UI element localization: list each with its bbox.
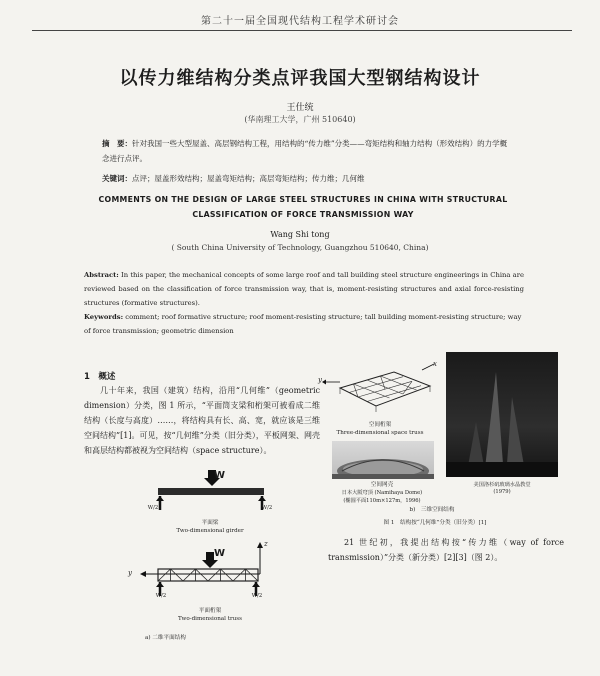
dome-caption-size: (椭圆平面110m×127m，1996) xyxy=(343,498,421,504)
affiliation-en: ( South China University of Technology, Guangzhou 510640, China) xyxy=(171,243,429,252)
dome-photo xyxy=(332,441,434,479)
truss-caption-cn: 平面桁架 xyxy=(198,608,222,614)
axis-y-label: y xyxy=(128,569,132,577)
truss-load-label: W xyxy=(214,548,226,559)
abstract-cn-text: 针对我国一些大型屋盖、高层钢结构工程，用结构的“传力维”分类——弯矩结构和轴力结构（形效结构）的力学概念进行点评。 xyxy=(102,139,508,163)
axis-z-label: z xyxy=(264,540,268,548)
author-en: Wang Shi tong xyxy=(270,230,330,239)
girder-load-label: W xyxy=(214,470,226,481)
truss-caption-en: Two-dimensional truss xyxy=(178,616,242,622)
affiliation-cn: (华南理工大学，广州 510640) xyxy=(244,115,356,124)
girder-beam xyxy=(158,488,264,495)
space-truss-caption-en: Three-dimensional space truss xyxy=(336,430,424,436)
paper-title-en: COMMENTS ON THE DESIGN OF LARGE STEEL STRUCTURES IN CHINA WITH STRUCTURAL CLASSIFICATION OF FORCE TRANSMISSION WAY xyxy=(98,195,508,219)
abstract-cn xyxy=(102,136,508,166)
abstract-en-label: Abstract: xyxy=(84,271,119,279)
truss-support-left-label: W/2 xyxy=(155,593,167,599)
truss-chord xyxy=(158,569,258,581)
keywords-en-text: comment; roof formative structure; roof moment-resisting structure; tall building moment-resisting structure; way of force transmission; geometric dimension xyxy=(84,313,522,335)
dome-caption-en: 日本大阪穹顶 (Namihaya Dome) xyxy=(341,490,423,496)
space-axis-x-label: x xyxy=(433,360,437,368)
keywords-cn-text: 点评；屋盖形效结构；屋盖弯矩结构；高层弯矩结构；传力维；几何维 xyxy=(132,174,365,183)
subfigure-b-label: b) 三维空间结构 xyxy=(409,507,455,513)
body-paragraph-left: 几十年来，我国（建筑）结构，沿用“几何维”（geometric dimension）分类，图 1 所示，“平面筒支梁和桁架可被看成二维结构（长度与高度）……，将结构具有长、高、宽，就应该是三维空间结构”[1]。可见，按“几何维”分类（旧分类），平板网架、网壳和高层结构都被视为空间结构（space structure）。 xyxy=(84,386,320,455)
abstract-cn-label: 摘 要： xyxy=(102,139,132,148)
abstract-en xyxy=(84,268,524,310)
cathedral-caption: 美国洛杉矶玻璃水晶教堂 xyxy=(473,482,531,488)
cathedral-year: (1979) xyxy=(493,489,511,495)
truss-web xyxy=(158,569,258,581)
space-truss-diagram xyxy=(322,360,442,420)
abstract-en-text: In this paper, the mechanical concepts of some large roof and tall building steel structure engineerings in China are reviewed based on the classification of force transmission way, that is, moment-resisting structures and axial force-resisting structures (formative structures). xyxy=(84,271,524,307)
girder-caption-en: Two-dimensional girder xyxy=(176,528,244,534)
section-heading: 1 概述 xyxy=(84,372,116,382)
author-cn: 王仕统 xyxy=(286,103,314,113)
keywords-cn-label: 关键词： xyxy=(102,174,132,183)
truss-support-right-label: W/2 xyxy=(251,593,263,599)
figure1-caption: 图 1 结构按“几何维”分类（旧分类）[1] xyxy=(383,520,487,526)
header-rule xyxy=(32,30,572,31)
space-truss-caption-cn: 空间桁架 xyxy=(368,422,392,428)
keywords-cn xyxy=(102,173,522,184)
running-header: 第二十一届全国现代结构工程学术研讨会 xyxy=(201,16,399,27)
girder-caption-cn: 平面梁 xyxy=(201,520,219,526)
cathedral-photo xyxy=(446,352,558,477)
space-axis-y-label: y xyxy=(318,376,322,384)
paper-title-cn: 以传力维结构分类点评我国大型钢结构设计 xyxy=(119,68,481,89)
girder-support-right-label: W/2 xyxy=(261,505,273,511)
body-paragraph-right: 21 世纪初，我提出结构按“传力维（way of force transmission）”分类（新分类）[2][3]（图 2）。 xyxy=(328,538,564,562)
girder-support-left-label: W/2 xyxy=(147,505,159,511)
keywords-en-label: Keywords: xyxy=(84,313,124,321)
subfigure-a-label: a) 二维平面结构 xyxy=(145,635,186,641)
dome-caption-cn: 空间网壳 xyxy=(370,482,394,488)
keywords-en xyxy=(84,310,524,338)
